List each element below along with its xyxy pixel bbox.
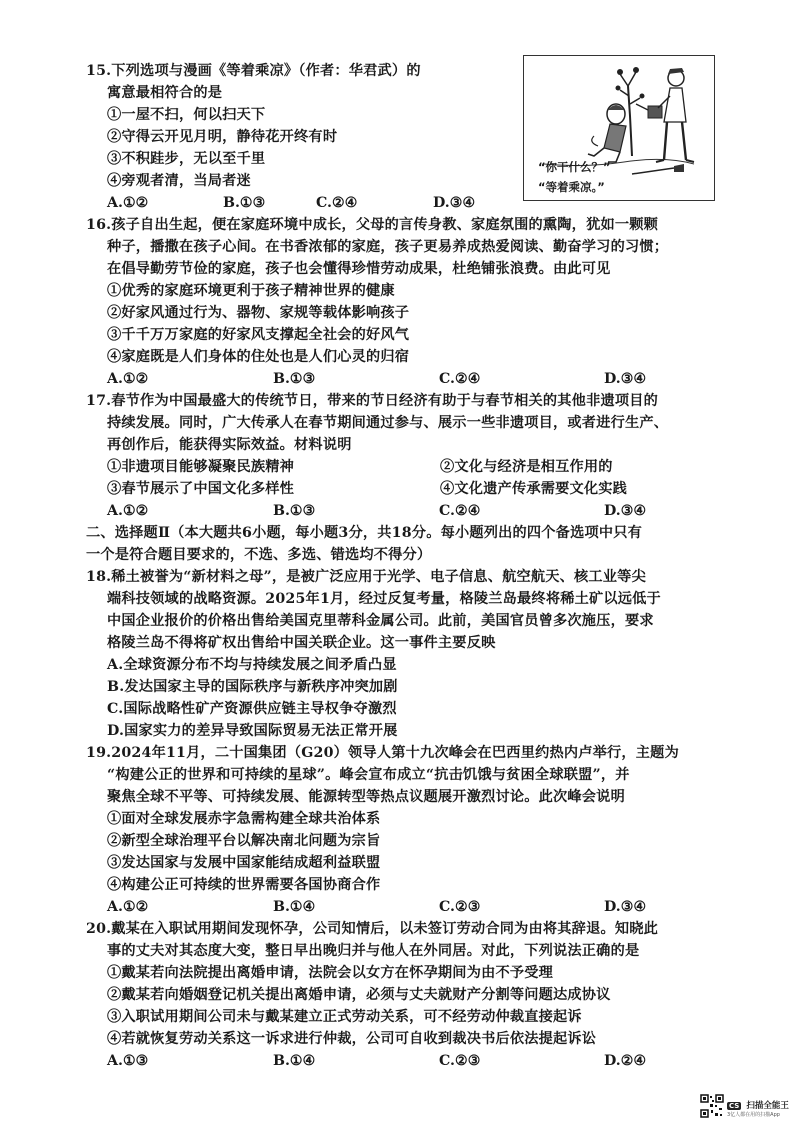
q15-choice-d[interactable]: D.③④: [433, 195, 476, 211]
q16-option-1: ①优秀的家庭环境更利于孩子精神世界的健康: [107, 283, 395, 299]
qr-code-icon: [700, 1094, 724, 1118]
scanner-watermark: [700, 1092, 792, 1120]
q20-choice-b[interactable]: B.①④: [273, 1053, 316, 1069]
q17-stem-line2: 持续发展。同时，广大传承人在春节期间通过参与、展示一些非遗项目，或者进行生产、: [107, 415, 669, 431]
q16-choice-c[interactable]: C.②④: [439, 371, 481, 387]
q17-option-3: ③春节展示了中国文化多样性: [107, 481, 295, 497]
q18-stem-line1: 18.稀土被誉为“新材料之母”，是被广泛应用于光学、电子信息、航空航天、核工业等尖: [86, 569, 646, 585]
q19-option-4: ④构建公正可持续的世界需要各国协商合作: [107, 877, 381, 893]
q19-stem-line3: 聚焦全球不平等、可持续发展、能源转型等热点议题展开激烈讨论。此次峰会说明: [107, 789, 625, 805]
q17-choice-c[interactable]: C.②④: [439, 503, 481, 519]
q16-option-4: ④家庭既是人们身体的住处也是人们心灵的归宿: [107, 349, 410, 365]
q17-option-2: ②文化与经济是相互作用的: [440, 459, 613, 475]
q18-option-b[interactable]: B.发达国家主导的国际秩序与新秩序冲突加剧: [107, 679, 398, 695]
q20-option-2: ②戴某若向婚姻登记机关提出离婚申请，必须与丈夫就财产分割等问题达成协议: [107, 987, 611, 1003]
q16-option-3: ③千千万万家庭的好家风支撑起全社会的好风气: [107, 327, 410, 343]
q20-choice-d[interactable]: D.②④: [604, 1053, 647, 1069]
q16-stem-line1: 16.孩子自出生起，便在家庭环境中成长，父母的言传身教、家庭氛围的熏陶，犹如一颗颗: [86, 217, 659, 233]
cartoon-waiting-for-shade: [523, 55, 715, 201]
q15-option-2: ②守得云开见月明，静待花开终有时: [107, 129, 338, 145]
q16-stem-line3: 在倡导勤劳节俭的家庭，孩子也会懂得珍惜劳动成果，杜绝铺张浪费。由此可见: [107, 261, 611, 277]
q15-stem-line1: 15.下列选项与漫画《等着乘凉》（作者：华君武）的: [86, 63, 421, 79]
q16-choice-d[interactable]: D.③④: [604, 371, 647, 387]
q17-stem-line1: 17.春节作为中国最盛大的传统节日，带来的节日经济有助于与春节相关的其他非遗项目的: [86, 393, 659, 409]
q16-stem-line2: 种子，播撒在孩子心间。在书香浓郁的家庭，孩子更易养成热爱阅读、勤奋学习的习惯；: [107, 239, 669, 255]
q17-choice-b[interactable]: B.①③: [273, 503, 316, 519]
q16-choice-a[interactable]: A.①②: [107, 371, 149, 387]
q17-stem-line3: 再创作后，能获得实际效益。材料说明: [107, 437, 352, 453]
cartoon-caption-1: “你干什么？”: [538, 160, 611, 174]
cs-logo: CS: [729, 1102, 740, 1110]
q19-choice-a[interactable]: A.①②: [107, 899, 149, 915]
q19-option-1: ①面对全球发展赤字急需构建全球共治体系: [107, 811, 381, 827]
q19-stem-line2: “构建公正的世界和可持续的星球”。峰会宣布成立“抗击饥饿与贫困全球联盟”，并: [107, 767, 630, 783]
q17-option-1: ①非遗项目能够凝聚民族精神: [107, 459, 295, 475]
q20-choice-a[interactable]: A.①③: [107, 1053, 149, 1069]
q18-option-c[interactable]: C.国际战略性矿产资源供应链主导权争夺激烈: [107, 701, 397, 717]
scanner-text: [727, 1093, 789, 1119]
q17-choice-d[interactable]: D.③④: [604, 503, 647, 519]
q20-stem-line1: 20.戴某在入职试用期间发现怀孕，公司知情后，以未签订劳动合同为由将其辞退。知晓此: [86, 921, 659, 937]
scanner-name: 扫描全能王: [746, 1101, 789, 1111]
q15-stem-line2: 寓意最相符合的是: [107, 85, 223, 101]
q20-option-4: ④若就恢复劳动关系这一诉求进行仲裁，公司可自收到裁决书后依法提起诉讼: [107, 1031, 597, 1047]
q15-option-4: ④旁观者清，当局者迷: [107, 173, 251, 189]
q17-choice-a[interactable]: A.①②: [107, 503, 149, 519]
q19-choice-b[interactable]: B.①④: [273, 899, 316, 915]
q18-option-d[interactable]: D.国家实力的差异导致国际贸易无法正常开展: [107, 723, 398, 739]
cartoon-caption-2: “等着乘凉。”: [538, 180, 605, 194]
q20-choice-c[interactable]: C.②③: [439, 1053, 481, 1069]
section2-heading-line2: 一个是符合题目要求的，不选、多选、错选均不得分）: [86, 547, 432, 563]
q16-choice-b[interactable]: B.①③: [273, 371, 316, 387]
q15-choice-a[interactable]: A.①②: [107, 195, 149, 211]
q16-option-2: ②好家风通过行为、器物、家规等载体影响孩子: [107, 305, 410, 321]
q20-option-3: ③入职试用期间公司未与戴某建立正式劳动关系，可不经劳动仲裁直接起诉: [107, 1009, 582, 1025]
q15-option-3: ③不积跬步，无以至千里: [107, 151, 266, 167]
q19-stem-line1: 19.2024年11月，二十国集团（G20）领导人第十九次峰会在巴西里约热内卢举行，主题为: [86, 745, 679, 761]
q15-choice-c[interactable]: C.②④: [316, 195, 358, 211]
q18-stem-line4: 格陵兰岛不得将矿权出售给中国关联企业。这一事件主要反映: [107, 635, 496, 651]
q20-stem-line2: 事的丈夫对其态度大变，整日早出晚归并与他人在外同居。对此，下列说法正确的是: [107, 943, 640, 959]
scanner-subtitle: 3亿人都在用的扫描App: [727, 1112, 780, 1118]
q17-option-4: ④文化遗产传承需要文化实践: [440, 481, 628, 497]
q18-option-a[interactable]: A.全球资源分布不均与持续发展之间矛盾凸显: [107, 657, 397, 673]
section2-heading-line1: 二、选择题Ⅱ（本大题共6小题，每小题3分，共18分。每小题列出的四个备选项中只有: [86, 525, 643, 541]
q19-option-3: ③发达国家与发展中国家能结成超利益联盟: [107, 855, 381, 871]
q18-stem-line3: 中国企业报价的价格出售给美国克里蒂科金属公司。此前，美国官员曾多次施压，要求: [107, 613, 654, 629]
q19-choice-d[interactable]: D.③④: [604, 899, 647, 915]
q15-choice-b[interactable]: B.①③: [223, 195, 266, 211]
q19-option-2: ②新型全球治理平台以解决南北问题为宗旨: [107, 833, 381, 849]
q18-stem-line2: 端科技领域的战略资源。2025年1月，经过反复考量，格陵兰岛最终将稀土矿以远低于: [107, 591, 661, 607]
q20-option-1: ①戴某若向法院提出离婚申请，法院会以女方在怀孕期间为由不予受理: [107, 965, 554, 981]
q15-option-1: ①一屋不扫，何以扫天下: [107, 107, 266, 123]
q19-choice-c[interactable]: C.②③: [439, 899, 481, 915]
